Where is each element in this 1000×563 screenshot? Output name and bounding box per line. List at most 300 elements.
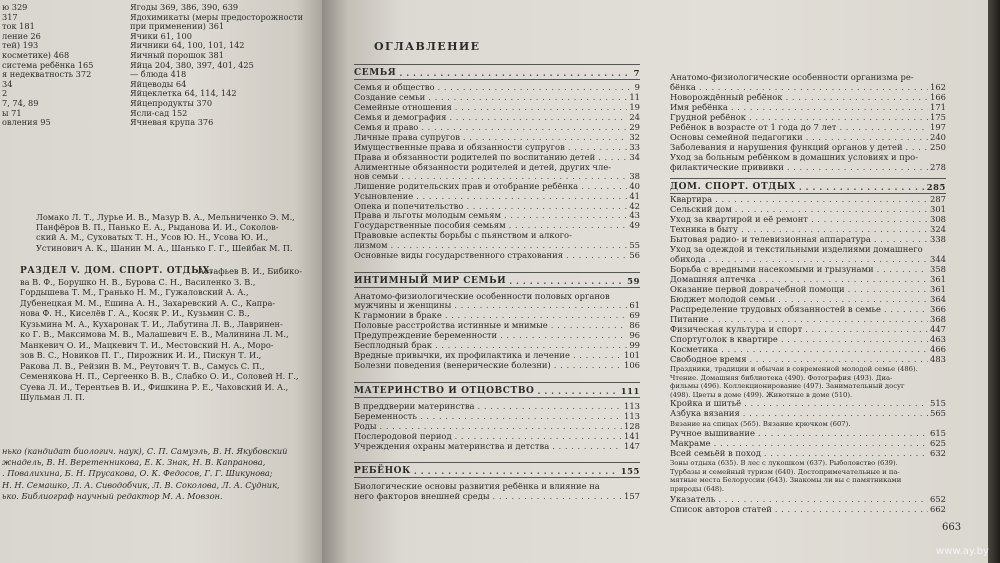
toc-entry-label: ИНТИМНЫЙ МИР СЕМЬИ	[354, 276, 507, 286]
toc-entry-page: 101	[624, 350, 640, 360]
toc-entry-page: 652	[930, 494, 946, 504]
dot-leader	[506, 220, 628, 230]
toc-entry	[670, 254, 946, 264]
toc-entry	[670, 428, 946, 438]
dot-leader	[711, 438, 928, 448]
section-rule	[354, 462, 640, 463]
toc-entry-label: Биологические основы развития ребёнка и влияние на	[354, 481, 600, 491]
toc-entry-label: обихода	[670, 254, 706, 264]
toc-entry	[354, 320, 640, 330]
author-line: Шульман Л. П.	[20, 392, 85, 402]
index-entry: Ядохимикаты (меры предосторожности	[130, 11, 304, 22]
toc-entry-label: Имя ребёнка	[670, 102, 728, 112]
section-rule	[354, 272, 640, 273]
dot-leader	[595, 152, 627, 162]
index-entry: Ячневая крупа 376	[130, 117, 214, 128]
toc-entry-label: К гармонии в браке	[354, 310, 442, 320]
section-rule	[354, 382, 640, 383]
toc-entry-label: Анатомо-физиологические особенности организма ре-	[670, 72, 914, 82]
toc-entry	[354, 340, 640, 350]
dot-leader	[741, 398, 928, 408]
index-entry: овления 95	[2, 117, 51, 128]
index-entry: Ясли-сад 152	[130, 107, 188, 118]
toc-entry-label: Техника в быту	[670, 224, 738, 234]
credit-line: . Повалихина, Б. Н. Прусакова, О. К. Федосов, Г. Г. Шикунова;	[2, 468, 273, 479]
toc-entry-page: 625	[930, 438, 946, 448]
toc-entry	[354, 310, 640, 320]
toc-subentries: Праздники, традиции и обычаи в современной молодой семье (486).	[670, 365, 918, 373]
index-entry: 2	[2, 88, 8, 99]
toc-entry	[670, 92, 946, 102]
dot-leader	[836, 122, 928, 132]
dot-leader	[451, 300, 627, 310]
toc-entry	[354, 491, 640, 501]
dot-leader	[740, 408, 928, 418]
index-entry: Яйца 204, 380, 397, 401, 425	[130, 59, 254, 70]
toc-entry-page: 9	[634, 82, 640, 92]
toc-entry-page: 250	[930, 142, 946, 152]
toc-entry-label: Всей семьёй в поход	[670, 448, 761, 458]
dot-leader	[755, 428, 928, 438]
toc-entry	[670, 234, 946, 244]
toc-entry-label: Питание	[670, 314, 709, 324]
toc-entry	[670, 494, 946, 504]
toc-entry-label: Физическая культура и спорт	[670, 324, 803, 334]
dot-leader	[452, 431, 622, 441]
toc-entry	[670, 314, 946, 324]
dot-leader	[442, 310, 628, 320]
dot-leader	[446, 112, 627, 122]
toc-entry	[354, 240, 640, 250]
dot-leader	[435, 82, 633, 92]
author-line: Суева Л. И., Терентьев В. И., Фишкина Р. Е., Чаховский И. А.,	[20, 381, 289, 392]
section-rule	[354, 79, 640, 80]
toc-entry	[354, 441, 640, 451]
dot-leader	[706, 254, 928, 264]
toc-entry-page: 106	[624, 360, 640, 370]
index-entry: ы 71	[2, 107, 22, 118]
toc-entry	[354, 132, 640, 142]
index-entry: система ребёнка 165	[2, 59, 94, 70]
dot-leader	[413, 191, 627, 201]
toc-entry-label: Вредные привычки, их профилактика и лечение	[354, 350, 570, 360]
toc-subentries: (498). Цветы в доме (499). Животные в доме (510).	[670, 390, 853, 399]
index-entry: 7, 74, 89	[2, 98, 39, 108]
dot-leader	[570, 350, 622, 360]
toc-entry	[354, 431, 640, 441]
toc-entry-label: Роды	[354, 421, 377, 431]
index-entry: при применении) 361	[130, 21, 225, 32]
credit-line: жнадель, В. Н. Веретенникова, Е. К. Знак, Н. В. Капранова,	[2, 457, 266, 468]
dot-leader	[761, 448, 928, 458]
toc-entry-page: 55	[629, 240, 640, 250]
toc-entry-page: 338	[930, 234, 946, 244]
toc-entry-label: Квартира	[670, 194, 713, 204]
toc-entry-label: Борьба с вредными насекомыми и грызунами	[670, 264, 874, 274]
toc-entry	[670, 82, 946, 92]
toc-entry-label: СЕМЬЯ	[354, 68, 397, 78]
toc-section-heading	[354, 466, 640, 476]
toc-entry-page: 29	[629, 122, 640, 132]
toc-entry-label: Основы семейной педагогики	[670, 132, 803, 142]
index-entry: я недекватность 372	[2, 69, 92, 80]
toc-entry-page: 41	[629, 191, 640, 201]
toc-entry-page: 615	[930, 428, 946, 438]
toc-entry-page: 197	[930, 122, 946, 132]
toc-entry-label: бёнка	[670, 82, 696, 92]
toc-entry	[670, 504, 946, 514]
section-rule	[670, 178, 946, 179]
toc-entry-page: 364	[930, 294, 946, 304]
toc-entry-page: 278	[930, 162, 946, 172]
toc-entry-page: 308	[930, 214, 946, 224]
dot-leader	[497, 330, 627, 340]
section-rule	[354, 64, 640, 65]
dot-leader	[551, 360, 622, 370]
index-entry: Яйцеводы 64	[130, 78, 187, 89]
dot-leader	[506, 276, 625, 286]
dot-leader	[808, 214, 928, 224]
toc-entry	[354, 102, 640, 112]
toc-entry	[354, 171, 640, 181]
toc-entry-page: 366	[930, 304, 946, 314]
toc-entry-label: Имущественные права и обязанности супругов	[354, 142, 565, 152]
toc-entry-page: 324	[930, 224, 946, 234]
dot-leader	[548, 320, 628, 330]
index-entry: Ягоды 369, 386, 390, 639	[130, 2, 239, 12]
author-line: Гордышева Т. М., Гранько Н. М., Гужаловский А. А.,	[20, 287, 249, 297]
toc-entry-label: В преддверии материнства	[354, 401, 475, 411]
toc-entry-label: Указатель	[670, 494, 716, 504]
toc-entry	[354, 92, 640, 102]
toc-entry-page: 358	[930, 264, 946, 274]
toc-entry-page: 175	[930, 112, 946, 122]
toc-entry	[670, 408, 946, 418]
toc-entry-label: РЕБЁНОК	[354, 466, 411, 476]
toc-entry	[670, 448, 946, 458]
toc-entry-label: Кройка и шитьё	[670, 398, 742, 408]
dot-leader	[746, 112, 928, 122]
toc-entry-label: ДОМ. СПОРТ. ОТДЫХ	[670, 182, 796, 192]
toc-entry	[670, 438, 946, 448]
toc-entry-label: Ручное вышивание	[670, 428, 755, 438]
toc-entry-page: 368	[930, 314, 946, 324]
section-heading: РАЗДЕЛ V. ДОМ. СПОРТ. ОТДЫХ.	[20, 266, 214, 276]
toc-entry-label: Заболевания и нарушения функций органов у детей	[670, 142, 903, 152]
toc-entry-label: Оказание первой доврачебной помощи	[670, 284, 845, 294]
toc-entry	[354, 82, 640, 92]
toc-entry-page: 40	[629, 181, 640, 191]
index-entry: 34	[2, 78, 13, 89]
dot-leader	[772, 504, 928, 514]
toc-entry-page: 56	[629, 250, 640, 260]
toc-entry-page: 301	[930, 204, 946, 214]
toc-entry-page: 171	[930, 102, 946, 112]
toc-entry-label: Права и обязанности родителей по воспитанию детей	[354, 152, 596, 162]
toc-subentries: Турбазы и семейный туризм (640). Достопримечательные и па-	[670, 467, 900, 476]
toc-entry	[354, 401, 640, 411]
book-cover-edge	[988, 0, 1000, 563]
index-entry: Яйцепродукты 370	[130, 98, 213, 108]
dot-leader	[778, 334, 928, 344]
toc-entry-label: Уход за больным ребёнком в домашних условиях и про-	[670, 152, 919, 162]
toc-entry-label: Список авторов статей	[670, 504, 772, 514]
toc-entry-page: 147	[624, 441, 640, 451]
toc-entry-label: Создание семьи	[354, 92, 426, 102]
author-line: Дубенецкая М. М., Ешина А. Н., Захаревский А. С., Капра-	[20, 297, 276, 308]
toc-entry	[354, 300, 640, 310]
toc-section-heading	[354, 68, 640, 78]
dot-leader	[881, 304, 928, 314]
toc-entry-label: Правовые аспекты борьбы с пьянством и алкого-	[354, 230, 572, 240]
toc-entry-page: 463	[930, 334, 946, 344]
dot-leader	[756, 274, 928, 284]
toc-entry	[354, 411, 640, 421]
toc-subentries: фильмы (496). Коллекционирование (497). Занимательный досуг	[670, 382, 905, 391]
index-entry: Яйцеклетка 64, 114, 142	[130, 88, 237, 99]
author-line: ко Г. В., Максимова М. В., Малашевич Е. В., Малинина Л. М.,	[20, 329, 289, 339]
author-line: Семенякова Н. П., Сергеенко В. В., Слабко О. И., Соловей Н. Г.,	[20, 371, 299, 381]
index-entry: — блюда 418	[130, 69, 187, 80]
index-entry: ю 329	[2, 2, 28, 12]
dot-leader	[775, 294, 928, 304]
dot-leader	[398, 171, 627, 181]
toc-entry-page: 466	[930, 344, 946, 354]
toc-subentries: Зоны отдыха (635). В лес с лукошком (637). Рыболовство (639).	[670, 459, 898, 467]
toc-entry-label: Уход за квартирой и её ремонт	[670, 214, 808, 224]
dot-leader	[728, 102, 928, 112]
toc-entry	[670, 122, 946, 132]
toc-entry-page: 86	[629, 320, 640, 330]
dot-leader	[796, 182, 925, 192]
toc-section-heading	[354, 276, 640, 286]
dot-leader	[425, 92, 627, 102]
author-line: зов В. С., Новиков П. Г., Пирожник И. И., Пискун Т. И.,	[20, 350, 262, 360]
toc-entry-label: него факторов внешней среды	[354, 491, 490, 501]
toc-entry-label: Сельский дом	[670, 204, 732, 214]
toc-entry	[670, 284, 946, 294]
toc-entry	[670, 334, 946, 344]
watermark: www.ay.by	[936, 546, 989, 557]
toc-entry-label: Половые расстройства истинные и мнимые	[354, 320, 548, 330]
toc-entry-page: 483	[930, 354, 946, 364]
toc-entry-page: 32	[629, 132, 640, 142]
toc-entry-label: Усыновление	[354, 191, 414, 201]
dot-leader	[377, 421, 623, 431]
toc-entry-page: 155	[620, 466, 640, 476]
dot-leader	[845, 284, 928, 294]
right-page-contents	[322, 0, 988, 563]
toc-entry	[670, 214, 946, 224]
toc-entry-page: 61	[629, 300, 640, 310]
dot-leader	[696, 82, 928, 92]
toc-entry	[670, 354, 946, 364]
toc-entry-page: 344	[930, 254, 946, 264]
toc-entry-page: 166	[930, 92, 946, 102]
credit-line: ько. Библиограф научный редактор М. А. Мовзон.	[2, 490, 223, 501]
toc-entry-page: 128	[624, 421, 640, 431]
toc-entry	[670, 324, 946, 334]
toc-entry	[354, 230, 640, 240]
index-entry: Яичный порошок 381	[130, 50, 224, 60]
toc-entry-page: 11	[629, 92, 640, 102]
toc-entry-page: 157	[624, 491, 640, 501]
dot-leader	[563, 250, 627, 260]
index-entry: Ячики 61, 100	[130, 30, 192, 41]
toc-entry-label: Макраме	[670, 438, 711, 448]
toc-entry-label: лизмом	[354, 240, 388, 250]
toc-entry-page: 447	[930, 324, 946, 334]
index-entry: ление 26	[2, 30, 41, 41]
toc-entry-label: Домашняя аптечка	[670, 274, 756, 284]
toc-entry-label: Грудной ребёнок	[670, 112, 747, 122]
author-line: Ракова Л. В., Рейзин В. М., Реутович Т. В., Самусь С. П.,	[20, 360, 265, 371]
toc-entry-label: Распределение трудовых обязанностей в семье	[670, 304, 881, 314]
author-line: Астафьев В. И., Бибико-	[198, 266, 302, 276]
toc-entry	[354, 250, 640, 260]
toc-entry-label: филактические прививки	[670, 162, 784, 172]
dot-leader	[903, 142, 928, 152]
author-line: Кузьмина М. А., Кухаронак Т. И., Лабутина Л. В., Лавринен-	[20, 318, 283, 329]
toc-entry-label: МАТЕРИНСТВО И ОТЦОВСТВО	[354, 386, 535, 396]
toc-entry-label: Беременность	[354, 411, 417, 421]
toc-entry	[670, 304, 946, 314]
toc-entry-page: 19	[629, 102, 640, 112]
dot-leader	[718, 344, 928, 354]
dot-leader	[709, 314, 928, 324]
dot-leader	[802, 324, 928, 334]
toc-entry-page: 111	[620, 386, 640, 396]
dot-leader	[578, 181, 627, 191]
toc-entry-page: 285	[926, 182, 946, 192]
toc-entry	[354, 142, 640, 152]
dot-leader	[411, 466, 619, 476]
toc-entry-label: Послеродовой период	[354, 431, 452, 441]
toc-entry-label: Бесплодный брак	[354, 340, 433, 350]
toc-entry-label: Права и льготы молодым семьям	[354, 210, 501, 220]
toc-entry-page: 49	[629, 220, 640, 230]
dot-leader	[715, 494, 928, 504]
toc-entry-label: Опека и попечительство	[354, 201, 464, 211]
dot-leader	[452, 102, 628, 112]
toc-entry-page: 515	[930, 398, 946, 408]
toc-entry	[670, 398, 946, 408]
dot-leader	[460, 132, 627, 142]
dot-leader	[874, 264, 928, 274]
toc-entry	[670, 102, 946, 112]
author-line: Манкевич О. И., Мацкевич Т. И., Местовский Н. А., Моро-	[20, 339, 274, 350]
credit-line: Н. Н. Семашко, Л. А. Сиводобчик, Л. В. Соколова, Л. А. Судник,	[2, 479, 280, 490]
page-number: 663	[942, 522, 962, 533]
toc-entry-label: нов семьи	[354, 171, 399, 181]
toc-entry	[670, 112, 946, 122]
toc-entry-label: Новорождённый ребёнок	[670, 92, 783, 102]
dot-leader	[746, 354, 928, 364]
toc-entry	[670, 152, 946, 162]
toc-entry-label: Предупреждение беременности	[354, 330, 498, 340]
toc-entry	[670, 204, 946, 214]
toc-entry-label: Бытовая радио- и телевизионная аппаратура	[670, 234, 871, 244]
dot-leader	[490, 491, 622, 501]
dot-leader	[712, 194, 928, 204]
toc-entry	[354, 210, 640, 220]
toc-entry-label: мужчины и женщины	[354, 300, 452, 310]
author-line: нова Ф. Н., Киселёв Г. А., Косяк Р. И., Кузьмин С. В.,	[20, 308, 250, 318]
toc-entry-page: 240	[930, 132, 946, 142]
section-rule	[670, 193, 946, 194]
toc-subentries: мятные места Белоруссии (643). Знакомы ли вы с памятниками	[670, 476, 902, 485]
toc-entry-page: 662	[930, 504, 946, 514]
toc-entry	[670, 194, 946, 204]
index-entry: тей) 193	[2, 40, 39, 51]
left-page	[0, 0, 322, 563]
toc-entry-page: 361	[930, 284, 946, 294]
toc-entry-label: Семья и право	[354, 122, 419, 132]
toc-subentries: Чтение. Домашняя библиотека (490). Фотография (493). Диа-	[670, 373, 893, 382]
index-entry: косметике) 468	[2, 50, 70, 60]
toc-title: ОГЛАВЛЕНИЕ	[374, 40, 481, 53]
toc-entry-label: Личные права супругов	[354, 132, 460, 142]
dot-leader	[475, 401, 622, 411]
toc-entry-label: Алиментные обязанности родителей и детей, других чле-	[354, 162, 612, 172]
toc-entry-page: 38	[629, 171, 640, 181]
toc-entry-label: Ребёнок в возрасте от 1 года до 7 лет	[670, 122, 837, 132]
toc-entry-label: Учреждения охраны материнства и детства	[354, 441, 550, 451]
dot-leader	[417, 411, 622, 421]
toc-section-heading	[354, 386, 640, 396]
toc-entry-page: 632	[930, 448, 946, 458]
toc-entry	[354, 220, 640, 230]
toc-entry	[670, 294, 946, 304]
toc-entry	[670, 274, 946, 284]
toc-entry-page: 141	[624, 431, 640, 441]
dot-leader	[549, 441, 622, 451]
toc-entry-page: 113	[624, 411, 640, 421]
toc-entry-label: Семья и общество	[354, 82, 435, 92]
dot-leader	[871, 234, 928, 244]
dot-leader	[783, 92, 928, 102]
dot-leader	[784, 162, 928, 172]
toc-entry-label: Спортуголок в квартире	[670, 334, 778, 344]
dot-leader	[535, 386, 619, 396]
dot-leader	[432, 340, 627, 350]
toc-entry-label: Азбука вязания	[670, 408, 740, 418]
index-entry: Яичники 64, 100, 101, 142	[130, 40, 245, 51]
section-rule	[354, 397, 640, 398]
toc-entry-label: Бюджет молодой семьи	[670, 294, 776, 304]
toc-entry-label: Государственные пособия семьям	[354, 220, 506, 230]
toc-entry	[670, 264, 946, 274]
toc-entry	[670, 132, 946, 142]
section-rule	[354, 287, 640, 288]
index-entry: 317	[2, 11, 18, 22]
dot-leader	[803, 132, 928, 142]
toc-entry	[354, 421, 640, 431]
toc-entry	[354, 330, 640, 340]
credit-line: нько (кандидат биологич. наук), С. П. Самуэль, В. Н. Якубовский	[2, 446, 288, 456]
toc-entry-label: Семейные отношения	[354, 102, 452, 112]
author-line: Ломако Л. Т., Лурье И. В., Мазур В. А., Мельниченко Э. М.,	[36, 212, 295, 222]
toc-entry-page: 96	[629, 330, 640, 340]
toc-entry	[354, 122, 640, 132]
dot-leader	[396, 68, 631, 78]
toc-entry-page: 162	[930, 82, 946, 92]
toc-entry-page: 33	[629, 142, 640, 152]
toc-entry-label: Косметика	[670, 344, 719, 354]
toc-entry-page: 565	[930, 408, 946, 418]
toc-entry	[354, 360, 640, 370]
dot-leader	[732, 204, 928, 214]
